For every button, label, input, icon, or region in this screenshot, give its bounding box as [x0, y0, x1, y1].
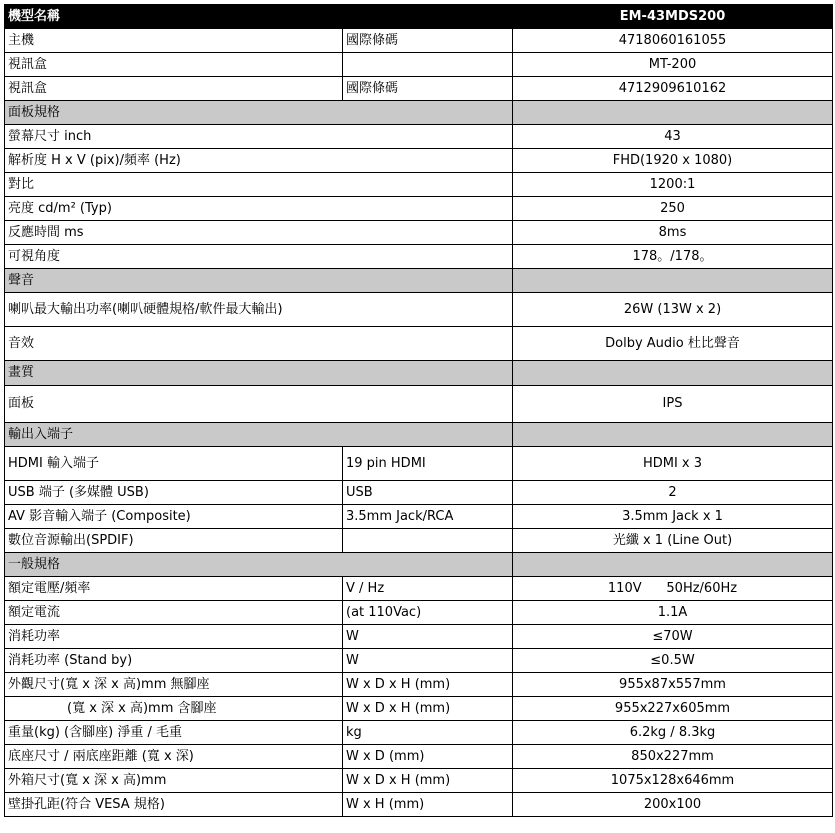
- table-row: [5, 53, 833, 77]
- table-row: [5, 673, 833, 697]
- row-label: 外箱尺寸(寬 x 深 x 高)mm: [5, 769, 343, 793]
- table-row: [5, 77, 833, 101]
- row-value: 1075x128x646mm: [513, 769, 833, 793]
- row-value: 250: [513, 197, 833, 221]
- spec-table: [4, 4, 833, 817]
- row-spec: [343, 53, 513, 77]
- row-spec: (at 110Vac): [343, 601, 513, 625]
- table-row: [5, 29, 833, 53]
- row-value: 26W (13W x 2): [513, 293, 833, 327]
- section-title: 輸出入端子: [5, 423, 513, 447]
- row-value: 955x227x605mm: [513, 697, 833, 721]
- section-row-io: [5, 423, 833, 447]
- table-row: [5, 447, 833, 481]
- row-label: 解析度 H x V (pix)/頻率 (Hz): [5, 149, 513, 173]
- section-spacer: [513, 361, 833, 386]
- section-spacer: [513, 269, 833, 293]
- row-label: (寬 x 深 x 高)mm 含腳座: [5, 697, 343, 721]
- row-label: 音效: [5, 327, 513, 361]
- row-value: FHD(1920 x 1080): [513, 149, 833, 173]
- row-value: ≤70W: [513, 625, 833, 649]
- table-row: [5, 481, 833, 505]
- row-value: ≤0.5W: [513, 649, 833, 673]
- row-value: 4718060161055: [513, 29, 833, 53]
- row-spec: 19 pin HDMI: [343, 447, 513, 481]
- row-spec: W: [343, 649, 513, 673]
- section-spacer: [513, 423, 833, 447]
- row-label: 消耗功率 (Stand by): [5, 649, 343, 673]
- row-value: 850x227mm: [513, 745, 833, 769]
- row-spec: 3.5mm Jack/RCA: [343, 505, 513, 529]
- row-spec: W x H (mm): [343, 793, 513, 817]
- row-value: 光纖 x 1 (Line Out): [513, 529, 833, 553]
- row-spec: USB: [343, 481, 513, 505]
- row-value: 6.2kg / 8.3kg: [513, 721, 833, 745]
- section-spacer: [513, 101, 833, 125]
- row-label: 視訊盒: [5, 77, 343, 101]
- row-value: IPS: [513, 386, 833, 423]
- row-label: 數位音源輸出(SPDIF): [5, 529, 343, 553]
- row-value: MT-200: [513, 53, 833, 77]
- row-spec: V / Hz: [343, 577, 513, 601]
- row-value: 110V 50Hz/60Hz: [513, 577, 833, 601]
- row-label: 螢幕尺寸 inch: [5, 125, 513, 149]
- table-row: [5, 769, 833, 793]
- row-label: 可視角度: [5, 245, 513, 269]
- table-row: [5, 793, 833, 817]
- table-row: [5, 327, 833, 361]
- header-row: [5, 5, 833, 29]
- row-label: USB 端子 (多媒體 USB): [5, 481, 343, 505]
- table-row: [5, 625, 833, 649]
- header-spacer: [343, 5, 513, 29]
- row-label: 消耗功率: [5, 625, 343, 649]
- table-row: [5, 173, 833, 197]
- row-value: Dolby Audio 杜比聲音: [513, 327, 833, 361]
- row-value: 955x87x557mm: [513, 673, 833, 697]
- row-value: 4712909610162: [513, 77, 833, 101]
- row-value: 1.1A: [513, 601, 833, 625]
- row-spec: kg: [343, 721, 513, 745]
- table-row: [5, 245, 833, 269]
- row-spec: W x D x H (mm): [343, 673, 513, 697]
- section-row-panel: [5, 101, 833, 125]
- section-row-general: [5, 553, 833, 577]
- row-spec: W x D x H (mm): [343, 697, 513, 721]
- row-value: 200x100: [513, 793, 833, 817]
- section-title: 畫質: [5, 361, 513, 386]
- model-name: EM-43MDS200: [513, 5, 833, 29]
- row-label: 反應時間 ms: [5, 221, 513, 245]
- section-row-picture: [5, 361, 833, 386]
- row-label: 重量(kg) (含腳座) 淨重 / 毛重: [5, 721, 343, 745]
- row-label: 額定電壓/頻率: [5, 577, 343, 601]
- table-row: [5, 197, 833, 221]
- row-label: 亮度 cd/m² (Typ): [5, 197, 513, 221]
- table-row: [5, 149, 833, 173]
- row-spec: 國際條碼: [343, 29, 513, 53]
- row-spec: 國際條碼: [343, 77, 513, 101]
- table-row: [5, 505, 833, 529]
- table-row: [5, 221, 833, 245]
- table-row: [5, 721, 833, 745]
- table-row: [5, 529, 833, 553]
- row-label: 對比: [5, 173, 513, 197]
- row-value: 43: [513, 125, 833, 149]
- row-value: 1200:1: [513, 173, 833, 197]
- row-spec: W x D (mm): [343, 745, 513, 769]
- row-spec: [343, 529, 513, 553]
- row-value: 3.5mm Jack x 1: [513, 505, 833, 529]
- row-label: 面板: [5, 386, 513, 423]
- section-row-sound: [5, 269, 833, 293]
- row-value: 178。/178。: [513, 245, 833, 269]
- table-row: [5, 577, 833, 601]
- row-label: 主機: [5, 29, 343, 53]
- row-label: AV 影音輸入端子 (Composite): [5, 505, 343, 529]
- row-label: 喇叭最大輸出功率(喇叭硬體規格/軟件最大輸出): [5, 293, 513, 327]
- row-spec: W: [343, 625, 513, 649]
- table-row: [5, 745, 833, 769]
- row-value: 8ms: [513, 221, 833, 245]
- row-label: 額定電流: [5, 601, 343, 625]
- table-row: [5, 386, 833, 423]
- row-label: 外觀尺寸(寬 x 深 x 高)mm 無腳座: [5, 673, 343, 697]
- table-row: [5, 293, 833, 327]
- table-row: [5, 601, 833, 625]
- section-spacer: [513, 553, 833, 577]
- table-row: [5, 649, 833, 673]
- row-label: 視訊盒: [5, 53, 343, 77]
- row-label: 底座尺寸 / 兩底座距離 (寬 x 深): [5, 745, 343, 769]
- row-label: 壁掛孔距(符合 VESA 規格): [5, 793, 343, 817]
- row-value: 2: [513, 481, 833, 505]
- table-row: [5, 125, 833, 149]
- row-spec: W x D x H (mm): [343, 769, 513, 793]
- section-title: 面板規格: [5, 101, 513, 125]
- row-value: HDMI x 3: [513, 447, 833, 481]
- section-title: 一般規格: [5, 553, 513, 577]
- section-title: 聲音: [5, 269, 513, 293]
- row-label: HDMI 輸入端子: [5, 447, 343, 481]
- table-row: [5, 697, 833, 721]
- header-label: 機型名稱: [5, 5, 343, 29]
